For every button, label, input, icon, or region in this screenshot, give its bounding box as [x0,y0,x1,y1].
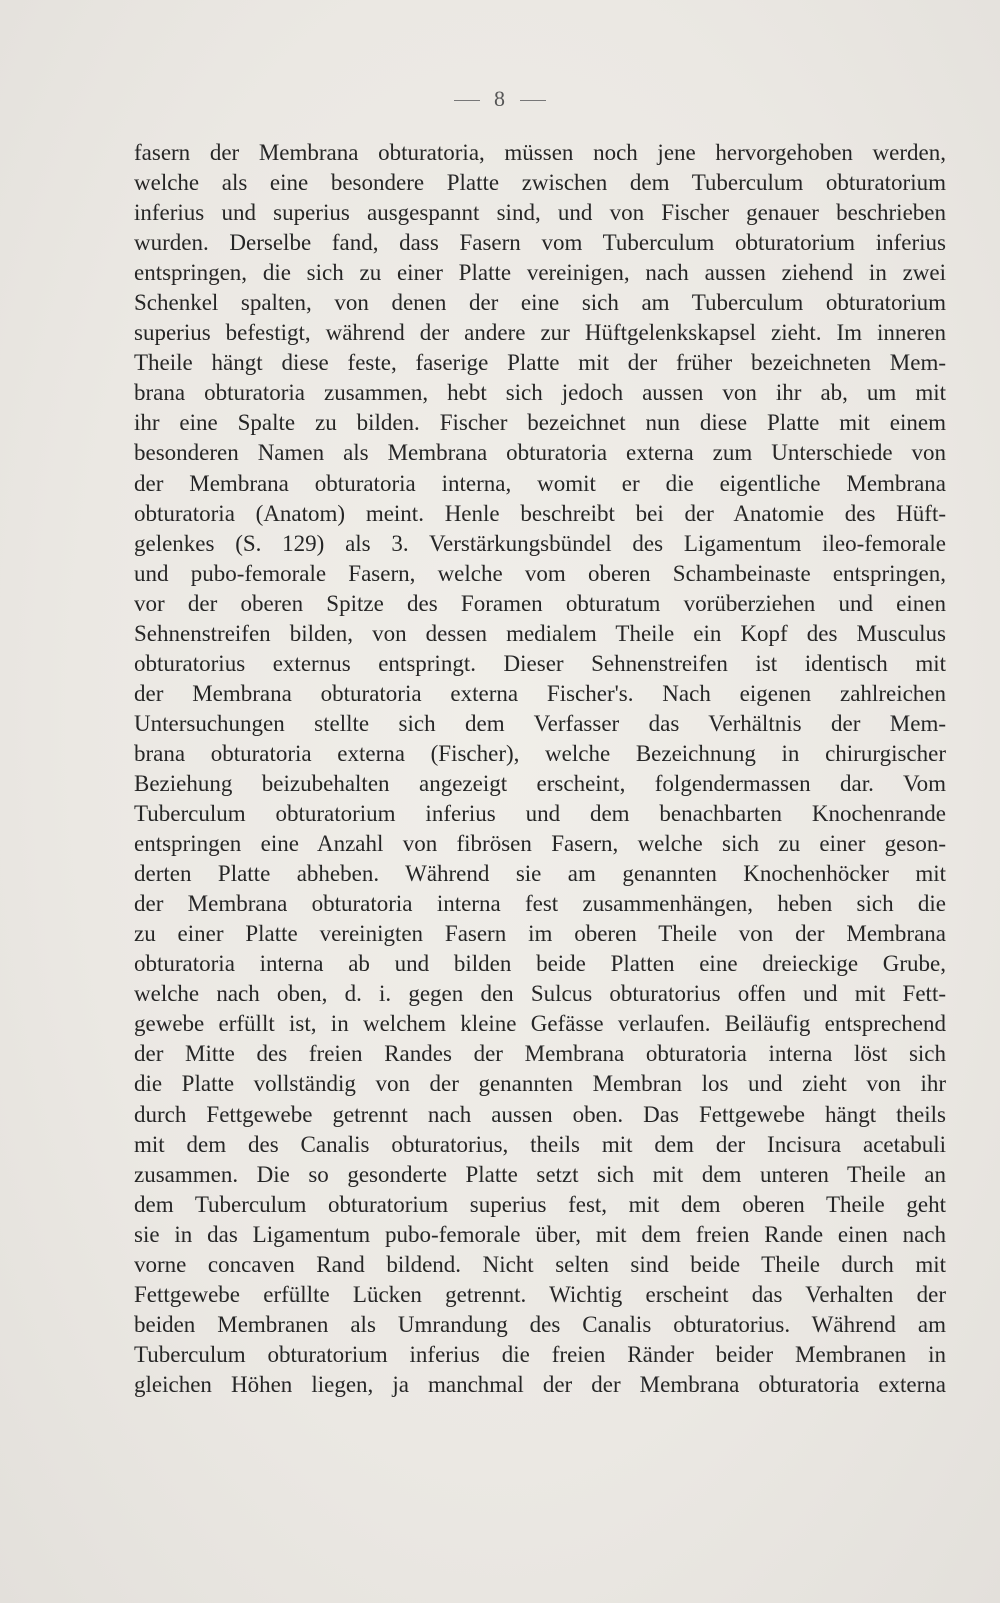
text-line: welche nach oben, d. i. gegen den Sulcus obturatorius offen und mit Fett- [134,981,946,1007]
text-line: obturatoria interna ab und bilden beide Platten eine dreieckige Grube, [134,951,946,977]
text-line: Tuberculum obturatorium inferius die freien Ränder beider Membranen in [134,1341,946,1367]
text-line: durch Fettgewebe getrennt nach aussen oben. Das Fettgewebe hängt theils [134,1101,946,1127]
text-line: Untersuchungen stellte sich dem Verfasser das Verhältnis der Mem- [134,710,946,736]
text-line: gewebe erfüllt ist, in welchem kleine Gefässe verlaufen. Beiläufig entsprechend [134,1011,946,1037]
text-line: superius befestigt, während der andere zur Hüftgelenkskapsel zieht. Im inneren [134,320,946,346]
text-line: gleichen Höhen liegen, ja manchmal der der Membrana obturatoria externa [134,1371,946,1397]
text-line: die Platte vollständig von der genannten Membran los und zieht von ihr [134,1071,946,1097]
page-number [0,86,1000,112]
text-line: mit dem des Canalis obturatorius, theils mit dem der Incisura acetabuli [134,1131,946,1157]
text-line: der Membrana obturatoria interna fest zusammenhängen, heben sich die [134,891,946,917]
text-line: Sehnenstreifen bilden, von dessen medialem Theile ein Kopf des Musculus [134,620,946,646]
body-text [134,138,946,1400]
text-line: Tuberculum obturatorium inferius und dem benachbarten Knochenrande [134,801,946,827]
text-line: entspringen eine Anzahl von fibrösen Fasern, welche sich zu einer geson- [134,831,946,857]
text-line: der Mitte des freien Randes der Membrana obturatoria interna löst sich [134,1041,946,1067]
page-number-dash-right [520,100,546,101]
text-line: vor der oberen Spitze des Foramen obturatum vorüberziehen und einen [134,590,946,616]
text-line: entspringen, die sich zu einer Platte vereinigen, nach aussen ziehend in zwei [134,260,946,286]
text-line: derten Platte abheben. Während sie am genannten Knochenhöcker mit [134,861,946,887]
text-line: brana obturatoria externa (Fischer), welche Bezeichnung in chirurgischer [134,740,946,766]
text-line: fasern der Membrana obturatoria, müssen noch jene hervorgehoben werden, [134,140,946,165]
text-line: gelenkes (S. 129) als 3. Verstärkungsbündel des Ligamentum ileo-femorale [134,530,946,556]
text-line: der Membrana obturatoria externa Fischer's. Nach eigenen zahlreichen [134,680,946,706]
text-line: Fettgewebe erfüllte Lücken getrennt. Wichtig erscheint das Verhalten der [134,1281,946,1307]
text-line: brana obturatoria zusammen, hebt sich jedoch aussen von ihr ab, um mit [134,380,946,406]
text-line: obturatoria (Anatom) meint. Henle beschreibt bei der Anatomie des Hüft- [134,500,946,526]
text-line: Theile hängt diese feste, faserige Platte mit der früher bezeichneten Mem- [134,350,946,376]
text-line: Beziehung beizubehalten angezeigt erscheint, folgendermassen dar. Vom [134,770,946,796]
page-number-value: 8 [494,86,506,111]
page-number-dash-left [454,100,480,101]
text-line: zusammen. Die so gesonderte Platte setzt sich mit dem unteren Theile an [134,1161,946,1187]
text-line: der Membrana obturatoria interna, womit er die eigentliche Membrana [134,470,946,496]
text-line: Schenkel spalten, von denen der eine sich am Tuberculum obturatorium [134,290,946,316]
text-line: ihr eine Spalte zu bilden. Fischer bezeichnet nun diese Platte mit einem [134,410,946,436]
text-line: besonderen Namen als Membrana obturatoria externa zum Unterschiede von [134,440,946,466]
text-line: welche als eine besondere Platte zwischen dem Tuberculum obturatorium [134,170,946,196]
text-line: zu einer Platte vereinigten Fasern im oberen Theile von der Membrana [134,921,946,947]
text-line: sie in das Ligamentum pubo-femorale über, mit dem freien Rande einen nach [134,1221,946,1247]
text-line: beiden Membranen als Umrandung des Canalis obturatorius. Während am [134,1311,946,1337]
text-line: vorne concaven Rand bildend. Nicht selten sind beide Theile durch mit [134,1251,946,1277]
text-line: obturatorius externus entspringt. Dieser Sehnenstreifen ist identisch mit [134,650,946,676]
text-line: dem Tuberculum obturatorium superius fest, mit dem oberen Theile geht [134,1191,946,1217]
text-line: wurden. Derselbe fand, dass Fasern vom Tuberculum obturatorium inferius [134,230,946,256]
text-line: inferius und superius ausgespannt sind, und von Fischer genauer beschrieben [134,200,946,226]
text-line: und pubo-femorale Fasern, welche vom oberen Schambeinaste entspringen, [134,560,946,586]
